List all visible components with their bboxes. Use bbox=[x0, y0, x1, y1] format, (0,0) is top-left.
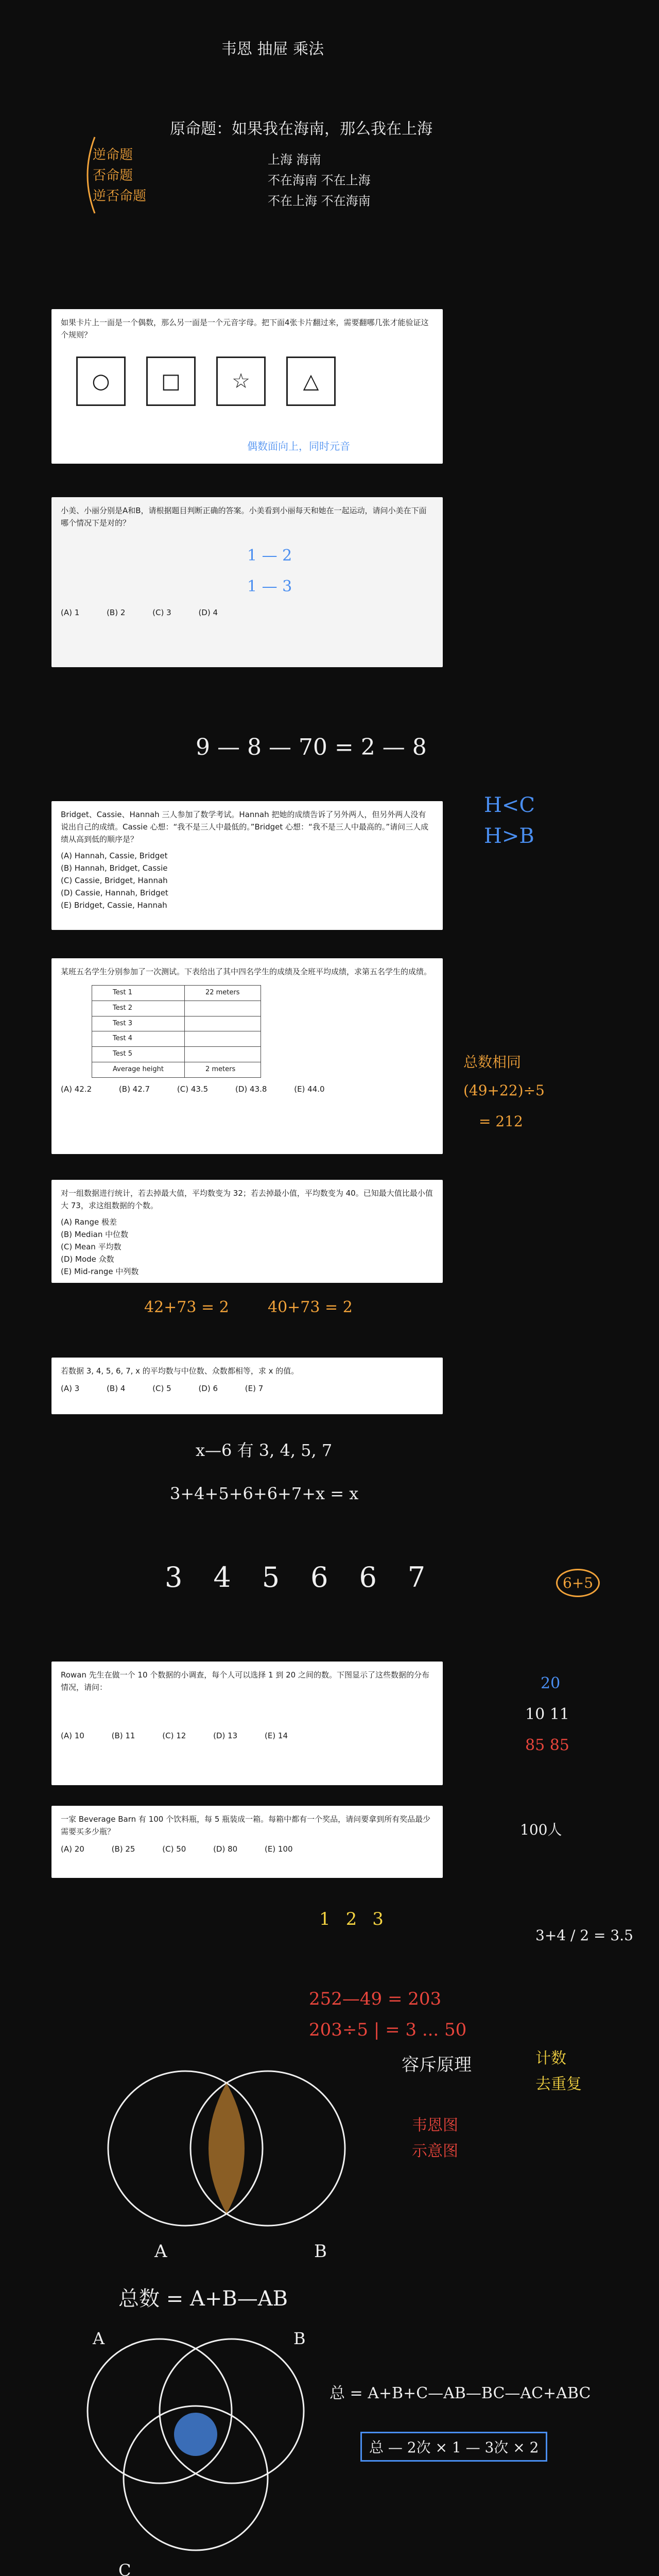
q6-note-2: 3+4+5+6+6+7+x = x bbox=[170, 1484, 359, 1503]
q8-line-1: 252—49 = 203 bbox=[309, 1989, 442, 2009]
q3-option-c[interactable]: (C) Cassie, Bridget, Hannah bbox=[61, 876, 168, 885]
venn-center-shading bbox=[174, 2413, 217, 2456]
question-7-options bbox=[61, 1730, 433, 1742]
q5-option-b[interactable]: (B) Median 中位数 bbox=[61, 1230, 129, 1239]
q3-option-d[interactable]: (D) Cassie, Hannah, Bridget bbox=[61, 888, 168, 897]
venn1-tag-sketch: 示意图 bbox=[412, 2142, 458, 2160]
q7-note-1: 20 bbox=[541, 1674, 561, 1692]
question-3-card bbox=[51, 801, 443, 930]
hc-line-2: H>B bbox=[484, 824, 534, 848]
question-3-options bbox=[61, 850, 433, 911]
q7-option-b[interactable]: (B) 11 bbox=[111, 1731, 135, 1740]
question-6-options bbox=[61, 1382, 433, 1395]
q8-note: 100人 bbox=[520, 1821, 562, 1838]
question-2-options bbox=[61, 606, 433, 619]
q4-row-label: Test 3 bbox=[92, 1016, 185, 1031]
q4-option-b[interactable]: (B) 42.7 bbox=[118, 1084, 150, 1094]
question-1-text: 如果卡片上一面是一个偶数，那么另一面是一个元音字母。把下面4张卡片翻过来，需要翻哪几张才能验证这个规则？ bbox=[61, 318, 429, 340]
q5-option-e[interactable]: (E) Mid-range 中列数 bbox=[61, 1267, 139, 1276]
q4-row-value bbox=[184, 1047, 261, 1062]
q8-seq-item: 1 bbox=[319, 1909, 331, 1929]
q4-row-value bbox=[184, 1031, 261, 1047]
question-1-card bbox=[51, 309, 443, 464]
question-5-text: 对一组数据进行统计，若去掉最大值，平均数变为 32；若去掉最小值，平均数变为 40。已知最大值比最小值大 73，求这组数据的个数。 bbox=[61, 1189, 433, 1210]
q4-option-a[interactable]: (A) 42.2 bbox=[61, 1084, 92, 1094]
q7-option-a[interactable]: (A) 10 bbox=[61, 1731, 84, 1740]
q6-option-a[interactable]: (A) 3 bbox=[61, 1384, 80, 1393]
venn-overlap-shading bbox=[209, 2083, 245, 2214]
q6-num: 7 bbox=[407, 1561, 426, 1594]
q6-option-b[interactable]: (B) 4 bbox=[107, 1384, 126, 1393]
question-1-note: 偶数面向上，同时元音 bbox=[247, 440, 350, 452]
q4-note-3: = 212 bbox=[479, 1113, 523, 1130]
card-star[interactable]: ☆ bbox=[216, 357, 266, 406]
q4-row-label: Test 5 bbox=[92, 1047, 185, 1062]
q4-note-2: (49+22)÷5 bbox=[463, 1082, 545, 1099]
q4-option-c[interactable]: (C) 43.5 bbox=[177, 1084, 209, 1094]
q6-option-d[interactable]: (D) 6 bbox=[198, 1384, 218, 1393]
q8-option-b[interactable]: (B) 25 bbox=[111, 1844, 135, 1854]
venn2-formula-1: 总 = A+B+C—AB—BC—AC+ABC bbox=[330, 2384, 591, 2402]
q7-option-e[interactable]: (E) 14 bbox=[264, 1731, 288, 1740]
question-2-mark-1: 1 — 2 bbox=[247, 547, 292, 565]
header-bracket bbox=[77, 134, 98, 216]
table-row bbox=[92, 1001, 261, 1016]
q4-row-value: 22 meters bbox=[184, 986, 261, 1001]
q8-seq-item: 3 bbox=[372, 1909, 384, 1929]
q7-note-3: 85 85 bbox=[525, 1736, 569, 1754]
q5-option-a[interactable]: (A) Range 极差 bbox=[61, 1217, 117, 1227]
q3-option-e[interactable]: (E) Bridget, Cassie, Hannah bbox=[61, 901, 167, 910]
card-triangle[interactable]: △ bbox=[286, 357, 336, 406]
q5-option-d[interactable]: (D) Mode 众数 bbox=[61, 1255, 114, 1264]
q4-row-label: Test 2 bbox=[92, 1001, 185, 1016]
header-label-contrapositive: 逆否命题 bbox=[93, 189, 147, 204]
q3-option-a[interactable]: (A) Hannah, Cassie, Bridget bbox=[61, 851, 168, 860]
q6-note-1: x—6 有 3, 4, 5, 7 bbox=[196, 1440, 333, 1460]
q4-row-value bbox=[184, 1016, 261, 1031]
q6-num: 4 bbox=[213, 1561, 231, 1594]
q4-note-1: 总数相同 bbox=[463, 1054, 522, 1071]
q4-row-label: Test 1 bbox=[92, 986, 185, 1001]
q2-option-a[interactable]: (A) 1 bbox=[61, 608, 80, 617]
question-8-options bbox=[61, 1843, 433, 1855]
q8-option-d[interactable]: (D) 80 bbox=[213, 1844, 238, 1854]
table-row bbox=[92, 1062, 261, 1077]
hc-line-1: H<C bbox=[484, 793, 535, 817]
q2-option-c[interactable]: (C) 3 bbox=[152, 608, 171, 617]
question-6-text: 若数据 3, 4, 5, 6, 7, x 的平均数与中位数、众数都相等，求 x 的值。 bbox=[61, 1366, 299, 1376]
q6-num: 3 bbox=[165, 1561, 183, 1594]
question-8-card bbox=[51, 1806, 443, 1878]
q4-row-value: 2 meters bbox=[184, 1062, 261, 1077]
venn-diagram-two-sets bbox=[93, 2056, 381, 2241]
q4-row-label: Average height bbox=[92, 1062, 185, 1077]
question-2-card bbox=[51, 497, 443, 667]
q8-calc: 3+4 / 2 = 3.5 bbox=[535, 1927, 633, 1944]
header-row-3: 不在上海 不在海南 bbox=[268, 194, 371, 208]
header-row-1: 上海 海南 bbox=[268, 152, 321, 167]
q7-option-c[interactable]: (C) 12 bbox=[162, 1731, 186, 1740]
q8-option-a[interactable]: (A) 20 bbox=[61, 1844, 84, 1854]
q3-option-b[interactable]: (B) Hannah, Bridget, Cassie bbox=[61, 863, 168, 873]
card-square[interactable]: □ bbox=[146, 357, 196, 406]
header-proposition: 原命题：如果我在海南，那么我在上海 bbox=[170, 120, 432, 138]
q4-option-e[interactable]: (E) 44.0 bbox=[294, 1084, 325, 1094]
calculation-1: 9 — 8 — 70 = 2 — 8 bbox=[196, 734, 427, 760]
q4-row-label: Test 4 bbox=[92, 1031, 185, 1047]
venn1-title: 容斥原理 bbox=[402, 2055, 472, 2075]
q8-seq-item: 2 bbox=[345, 1909, 357, 1929]
q6-num: 6 bbox=[310, 1561, 328, 1594]
venn2-label-a: A bbox=[93, 2329, 105, 2348]
venn2-formula-2: 总 — 2次 × 1 — 3次 × 2 bbox=[360, 2432, 547, 2462]
venn-diagram-three-sets bbox=[72, 2324, 319, 2571]
q6-circle-answer: 6+5 bbox=[556, 1569, 600, 1597]
question-5-options bbox=[61, 1216, 433, 1278]
q5-calc-1: 42+73 = 2 bbox=[144, 1298, 229, 1316]
venn1-tag-count: 计数 bbox=[535, 2049, 566, 2067]
venn1-tag-dedupe: 去重复 bbox=[535, 2075, 582, 2093]
header-label-converse: 逆命题 bbox=[93, 147, 133, 163]
table-row bbox=[92, 1047, 261, 1062]
q2-option-d[interactable]: (D) 4 bbox=[198, 608, 218, 617]
q8-option-e[interactable]: (E) 100 bbox=[264, 1844, 293, 1854]
venn1-label-b: B bbox=[314, 2241, 327, 2262]
question-7-text: Rowan 先生在做一个 10 个数据的小调查，每个人可以选择 1 到 20 之间的数。下图显示了这些数据的分布情况，请问： bbox=[61, 1670, 429, 1692]
q8-line-2: 203÷5 | = 3 ... 50 bbox=[309, 2020, 467, 2040]
venn1-label-a: A bbox=[154, 2241, 167, 2262]
question-7-card bbox=[51, 1662, 443, 1785]
q6-number-row bbox=[165, 1561, 425, 1594]
question-4-options bbox=[61, 1083, 433, 1095]
question-5-card bbox=[51, 1180, 443, 1283]
q5-option-c[interactable]: (C) Mean 平均数 bbox=[61, 1242, 122, 1251]
q5-calc-2: 40+73 = 2 bbox=[268, 1298, 353, 1316]
venn2-label-c: C bbox=[118, 2561, 131, 2576]
question-6-card bbox=[51, 1358, 443, 1414]
question-8-text: 一家 Beverage Barn 有 100 个饮料瓶，每 5 瓶装成一箱。每箱中都有一个奖品，请问要拿到所有奖品最少需要买多少瓶？ bbox=[61, 1815, 431, 1836]
q8-option-c[interactable]: (C) 50 bbox=[162, 1844, 186, 1854]
question-4-text: 某班五名学生分别参加了一次测试。下表给出了其中四名学生的成绩及全班平均成绩，求第五名学生的成绩。 bbox=[61, 967, 432, 976]
card-circle[interactable]: ○ bbox=[76, 357, 126, 406]
header-row-2: 不在海南 不在上海 bbox=[268, 173, 371, 188]
header-label-inverse: 否命题 bbox=[93, 168, 133, 183]
q6-num: 6 bbox=[359, 1561, 377, 1594]
q6-option-c[interactable]: (C) 5 bbox=[152, 1384, 171, 1393]
question-4-table bbox=[92, 985, 261, 1078]
q4-row-value bbox=[184, 1001, 261, 1016]
venn2-label-b: B bbox=[293, 2329, 306, 2348]
q2-option-b[interactable]: (B) 2 bbox=[107, 608, 126, 617]
venn1-tag-venn: 韦恩图 bbox=[412, 2116, 458, 2134]
table-row bbox=[92, 986, 261, 1001]
q7-note-2: 10 11 bbox=[525, 1705, 569, 1723]
q7-option-d[interactable]: (D) 13 bbox=[213, 1731, 238, 1740]
header-topics: 韦恩 抽屉 乘法 bbox=[221, 40, 324, 58]
table-row bbox=[92, 1031, 261, 1047]
question-2-mark-2: 1 — 3 bbox=[247, 578, 292, 596]
q6-option-e[interactable]: (E) 7 bbox=[245, 1384, 264, 1393]
q4-option-d[interactable]: (D) 43.8 bbox=[235, 1084, 267, 1094]
question-3-text: Bridget、Cassie、Hannah 三人参加了数学考试。Hannah 把她的成绩告诉了另外两人，但另外两人没有说出自己的成绩。Cassie 心想：“我不是三人中最低的。”Bridget 心想：“我不是三人中最高的。”请问三人成绩从高到低的顺序是？ bbox=[61, 810, 429, 844]
question-4-card bbox=[51, 958, 443, 1154]
venn1-formula: 总数 = A+B—AB bbox=[118, 2287, 288, 2311]
question-1-cards bbox=[61, 357, 433, 406]
question-2-text: 小美、小丽分别是A和B，请根据题目判断正确的答案。小美看到小丽每天和她在一起运动，请问小美在下面哪个情况下是对的？ bbox=[61, 506, 427, 528]
q8-sequence bbox=[319, 1909, 384, 1929]
table-row bbox=[92, 1016, 261, 1031]
q6-num: 5 bbox=[262, 1561, 280, 1594]
